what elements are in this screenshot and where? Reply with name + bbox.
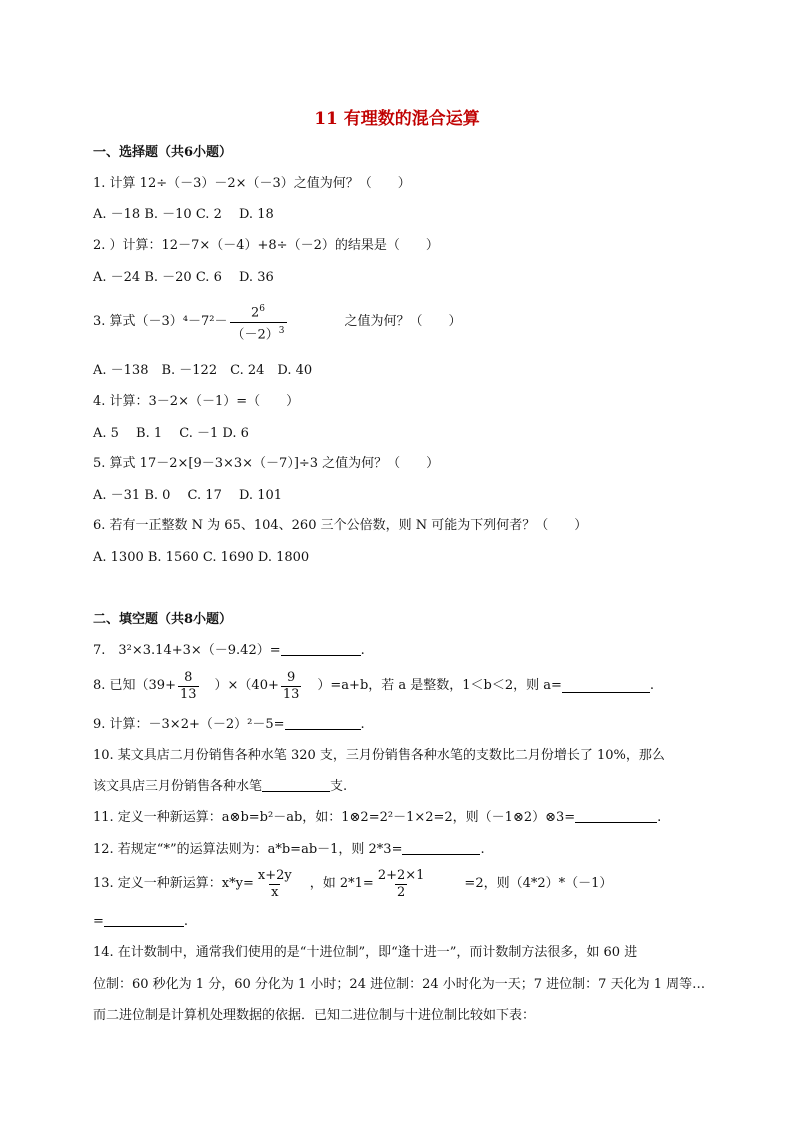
question-3-fraction <box>230 301 287 343</box>
section-heading-choice: 一、选择题（共6小题） <box>93 145 233 160</box>
question-6-options: A. 1300 B. 1560 C. 1690 D. 1800 <box>93 550 310 565</box>
fraction: $\frac{9}{13}$ <box>282 669 300 702</box>
question-12: 12. 若规定“*”的运算法则为：a*b=ab－1，则 2*3= . <box>93 842 485 857</box>
question-3-stem <box>93 300 462 344</box>
question-13-line-2: = . <box>93 914 189 929</box>
question-5-options: A. －31 B. 0 C. 17 D. 101 <box>93 488 283 503</box>
question-1-options: A. －18 B. －10 C. 2 D. 18 <box>93 207 274 222</box>
answer-blank <box>104 914 184 927</box>
question-9: 9. 计算：－3×2+（－2）²－5= . <box>93 717 365 732</box>
answer-blank <box>285 717 361 730</box>
answer-blank <box>562 680 650 693</box>
question-1-stem: 1. 计算 12÷（－3）－2×（－3）之值为何？（ ） <box>93 176 411 191</box>
question-7: 7. 3²×3.14+3×（－9.42）= . <box>93 643 365 658</box>
fraction: $\frac{2+2\times 1}{2}$ <box>377 867 425 900</box>
fraction: $\frac{x+2y}{x}$ <box>257 867 292 900</box>
answer-blank <box>281 643 361 656</box>
question-4-stem: 4. 计算：3－2×（－1）=（ ） <box>93 394 300 409</box>
fraction: $\frac{8}{13}$ <box>179 669 197 702</box>
question-13: 13. 定义一种新运算：x*y= $\frac{x+2y}{x}$ ，如 2*1= $\frac{2+2\times 1}{2}$ =2，则（4*2）*（－1） <box>93 867 613 900</box>
question-14-line-1: 14. 在计数制中，通常我们使用的是“十进位制”，即“逢十进一”，而计数制方法很多，如 60 进 <box>93 945 638 960</box>
question-3-prefix: 3. 算式（－3）⁴－7²－ <box>93 314 228 329</box>
answer-blank <box>402 842 480 855</box>
question-6-stem: 6. 若有一正整数 N 为 65、104、260 三个公倍数，则 N 可能为下列何者？（ ） <box>93 518 588 533</box>
fraction-denominator: $(-2)^3$ <box>230 322 287 343</box>
question-10-line-2: 该文具店三月份销售各种水笔 支. <box>93 779 348 794</box>
question-3-suffix: 之值为何？（ ） <box>344 314 462 329</box>
section-heading-fill: 二、填空题（共8小题） <box>93 612 233 627</box>
answer-blank <box>575 810 657 823</box>
question-3-options: A. －138 B. －122 C. 24 D. 40 <box>93 363 313 378</box>
question-2-stem: 2. ）计算：12－7×（－4）+8÷（－2）的结果是（ ） <box>93 238 439 253</box>
fraction-numerator: $2^6$ <box>251 304 266 321</box>
question-2-options: A. －24 B. －20 C. 6 D. 36 <box>93 270 274 285</box>
question-14-line-3: 而二进位制是计算机处理数据的依据．已知二进位制与十进位制比较如下表： <box>93 1008 536 1023</box>
question-8: 8. 已知（39+ $\frac{8}{13}$ ）×（40+ $\frac{9}{13}$ ）=a+b，若 a 是整数，1＜b＜2，则 a= . <box>93 669 655 702</box>
question-11: 11. 定义一种新运算：a⊗b=b²－ab，如：1⊗2=2²－1×2=2，则（－1⊗2）⊗3= . <box>93 810 662 825</box>
answer-blank <box>262 779 330 792</box>
question-14-line-2: 位制：60 秒化为 1 分，60 分化为 1 小时；24 进位制：24 小时化为一天；7 进位制：7 天化为 1 周等… <box>93 977 706 992</box>
question-4-options: A. 5 B. 1 C. －1 D. 6 <box>93 426 249 441</box>
question-5-stem: 5. 算式 17－2×[9－3×3×（－7）]÷3 之值为何？（ ） <box>93 456 440 471</box>
question-10-line-1: 10. 某文具店二月份销售各种水笔 320 支，三月份销售各种水笔的支数比二月份增长了 10%，那么 <box>93 748 665 763</box>
page-title: 11 有理数的混合运算 <box>314 109 480 129</box>
